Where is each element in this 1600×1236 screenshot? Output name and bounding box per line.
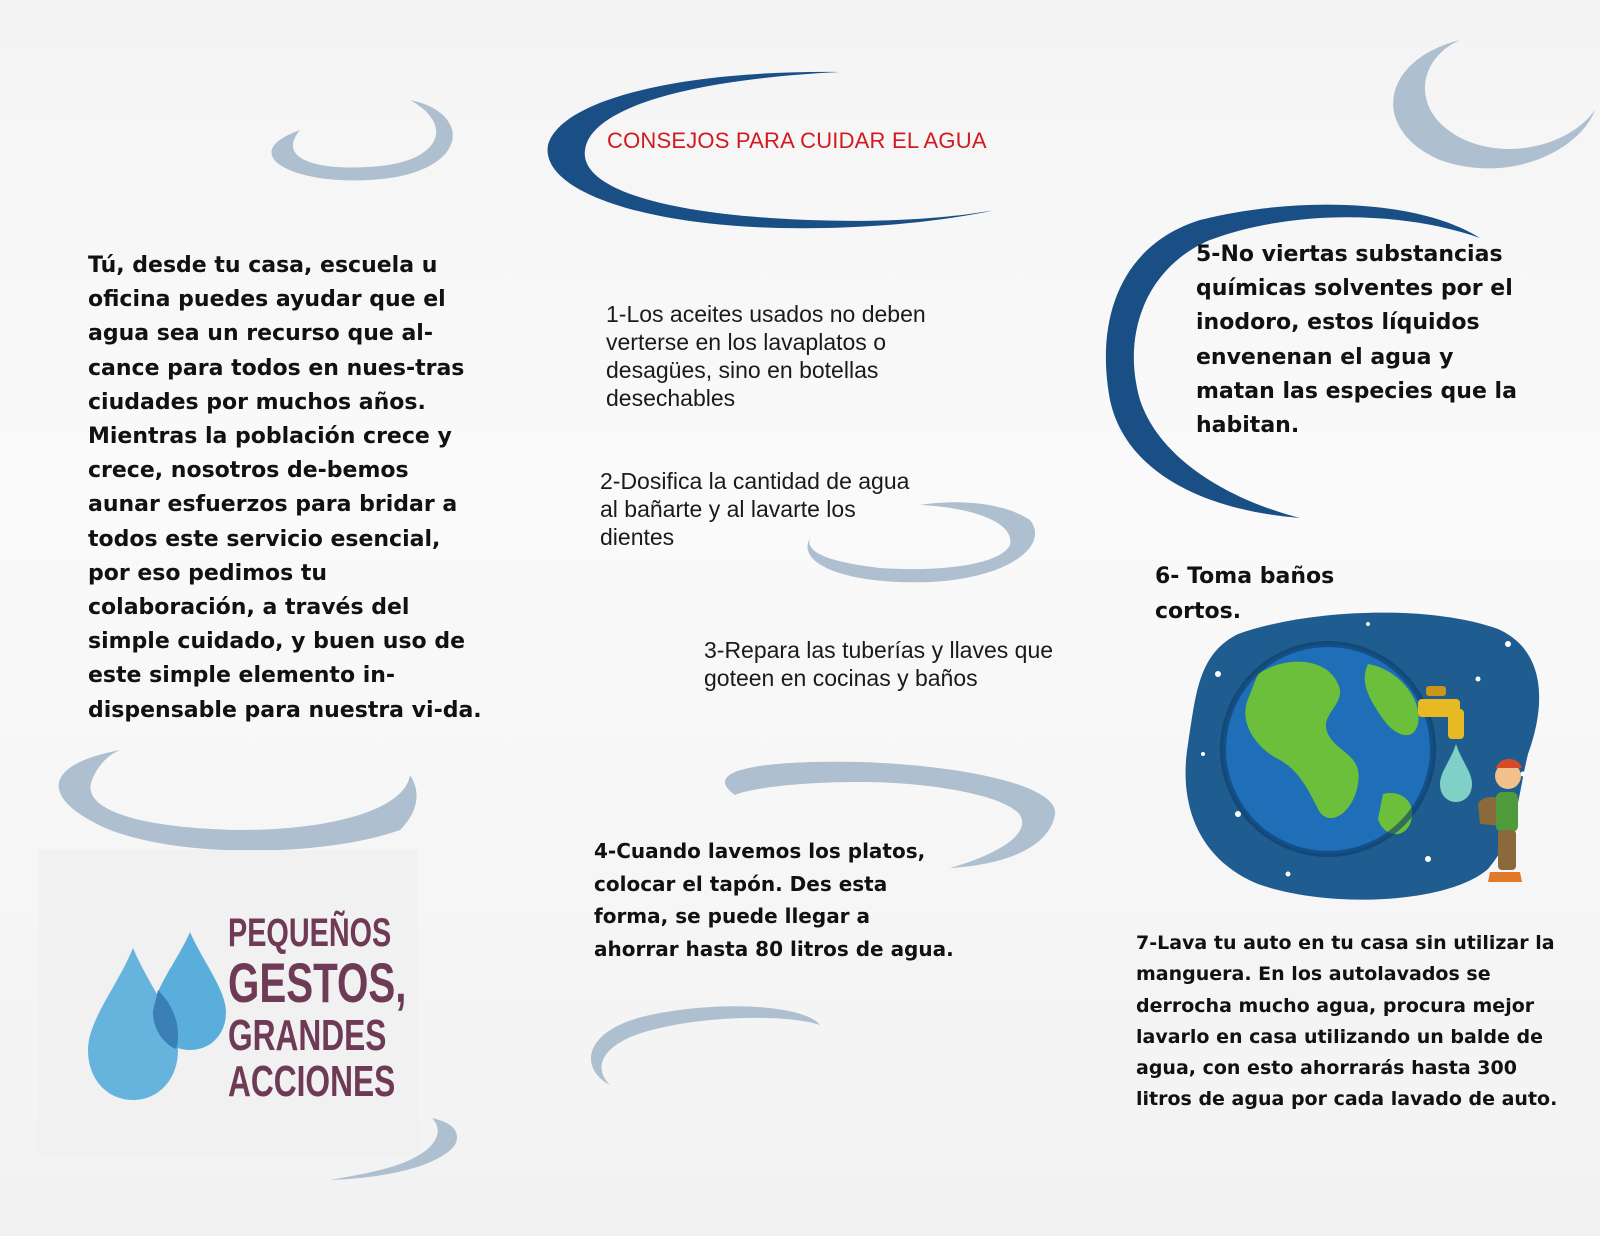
- logo-line-1: PEQUEÑOS: [228, 911, 392, 955]
- tip-6: 6- Toma baños cortos.: [1155, 564, 1335, 624]
- tip-7: 7-Lava tu auto en tu casa sin utilizar la manguera. En los autolavados se derrocha mucho agua, procura mejor lavarlo en casa utilizando un balde de agua, con esto ahorrarás hasta 300 litros de agua por cada lavado de auto.: [1136, 932, 1558, 1111]
- tip-5: 5-No viertas substancias químicas solventes por el inodoro, estos líquidos envenenan el agua y matan las especies que la habitan.: [1196, 242, 1517, 439]
- swirl-light: [591, 1006, 820, 1085]
- intro-paragraph: Tú, desde tu casa, escuela u oficina puedes ayudar que el agua sea un recurso que al-cance para todos en nues-tras ciudades por muchos años. Mientras la población crece y crece, nosotros de-bemos aunar esfuerzos para bridar a todos este servicio esencial, por eso pedimos tu colaboración, a través del simple cuidado, y buen uso de este simple elemento in-dispensable para nuestra vi-da.: [88, 253, 482, 723]
- logo-card: [38, 850, 418, 1155]
- logo-text: [228, 912, 407, 1105]
- tip-2: 2-Dosifica la cantidad de agua al bañarte y al lavarte los dientes: [600, 468, 910, 550]
- earth-faucet-illustration: [1178, 604, 1558, 924]
- tip-3: 3-Repara las tuberías y llaves que goteen en cocinas y baños: [704, 637, 1054, 691]
- logo-line-2: GESTOS,: [228, 951, 407, 1014]
- logo-line-4: ACCIONES: [228, 1056, 396, 1106]
- swirl-light: [271, 100, 452, 180]
- page-title: CONSEJOS PARA CUIDAR EL AGUA: [607, 128, 987, 153]
- logo-line-3: GRANDES: [228, 1010, 387, 1060]
- tip-4: 4-Cuando lavemos los platos, colocar el tapón. Des esta forma, se puede llegar a ahorrar hasta 80 litros de agua.: [594, 839, 954, 961]
- swirl-light: [1393, 40, 1595, 168]
- swirl-light: [59, 750, 417, 851]
- tip-1: 1-Los aceites usados no deben verterse en los lavaplatos o desagües, sino en botellas desechables: [606, 301, 926, 411]
